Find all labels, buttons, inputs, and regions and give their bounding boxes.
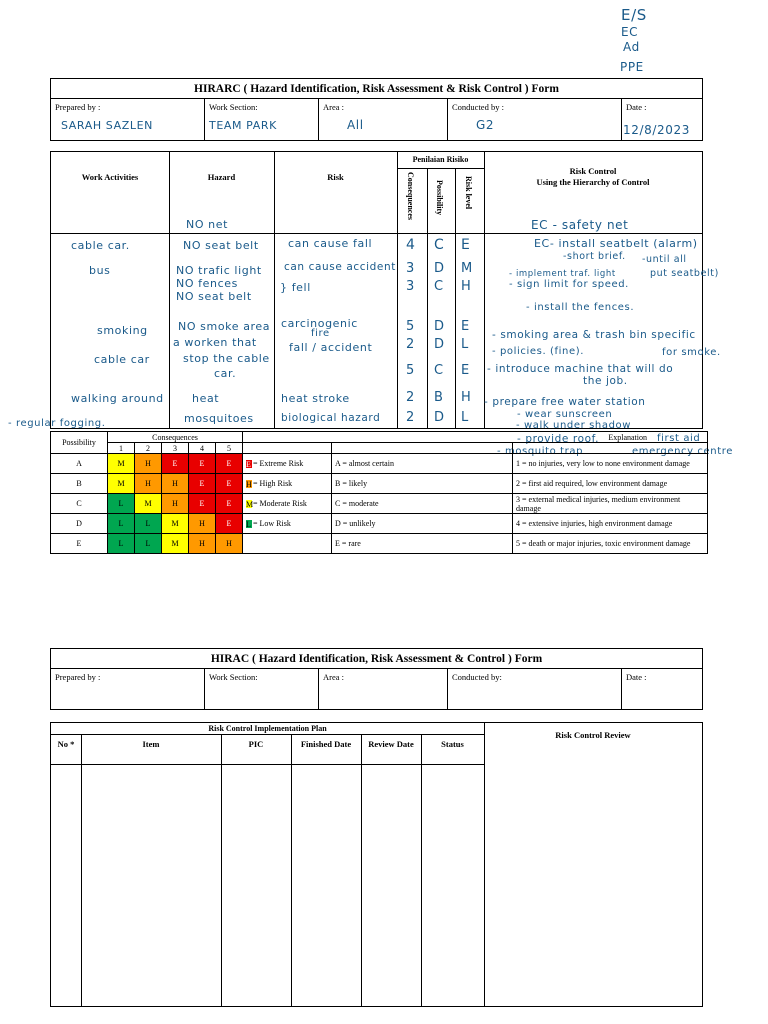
poss-b: B (51, 474, 108, 494)
cons-legend-2: 2 = first aid required, low environment damage (513, 474, 708, 494)
matrix-cell: L (108, 514, 135, 534)
col-risk-control-sub: Using the Hierarchy of Control (536, 177, 650, 187)
col-penilaian: Penilaian Risiko (412, 155, 469, 164)
matrix-cell: E (216, 514, 243, 534)
legend-extreme (243, 454, 332, 474)
matrix-cell: E (189, 474, 216, 494)
hw-level-1: E (461, 237, 471, 253)
col-review-date: Review Date (368, 739, 414, 749)
hw-level-5: L (461, 337, 469, 352)
poss-d: D (51, 514, 108, 534)
cons-legend-5: 5 = death or major injuries, toxic environment damage (513, 534, 708, 554)
legend-low (243, 514, 332, 534)
cons-legend-4: 4 = extensive injuries, high environment damage (513, 514, 708, 534)
matrix-cell: E (216, 494, 243, 514)
form2-header (50, 648, 703, 710)
hw-cons-3: 3 (406, 279, 415, 294)
hw-risk-6: heat stroke (281, 392, 350, 405)
form2-area-label: Area : (323, 672, 345, 682)
hw-level-7: H (461, 390, 472, 405)
hw-control-11: - provide roof. (517, 433, 600, 445)
form2-date-label: Date : (626, 672, 647, 682)
hw-control-5: - smoking area & trash bin specific (492, 329, 696, 341)
hw-control-4: - install the fences. (526, 302, 635, 313)
risk-matrix (50, 431, 708, 554)
hw-control-5b: for smoke. (662, 347, 721, 358)
hw-poss-3: C (434, 279, 444, 294)
hw-hazard-2a: NO trafic light (176, 264, 262, 277)
matrix-cell: L (135, 534, 162, 554)
cons-legend-1: 1 = no injuries, very low to none environment damage (513, 454, 708, 474)
poss-legend-b: B = likely (332, 474, 513, 494)
hw-control-10: - walk under shadow (516, 420, 632, 431)
cons-legend-3: 3 = external medical injuries, medium environment damage (513, 494, 708, 514)
corner-note-es: E/S (621, 6, 647, 24)
hw-hazard-5: heat (192, 392, 220, 405)
hw-risk-5: fall / accident (289, 341, 373, 354)
form2-plan-table (50, 722, 703, 1007)
col-possibility: Possibility (435, 180, 444, 216)
legend-moderate-label: = Moderate Risk (253, 498, 307, 508)
poss-e: E (51, 534, 108, 554)
prepared-by-value: SARAH SAZLEN (61, 119, 153, 132)
col-risk-control: Risk Control (569, 166, 617, 176)
matrix-cell: E (216, 474, 243, 494)
matrix-cell: M (108, 474, 135, 494)
legend-empty (243, 534, 332, 554)
hw-hazard-4c: car. (214, 367, 237, 380)
matrix-consequences-header: Consequences (108, 432, 243, 443)
conducted-by-label: Conducted by : (452, 102, 504, 112)
cons-num-1: 1 (108, 443, 135, 454)
hw-hazard-3: NO smoke area (178, 320, 271, 333)
matrix-cell: M (108, 454, 135, 474)
col-finished-date: Finished Date (300, 739, 352, 749)
matrix-cell: M (162, 514, 189, 534)
hw-poss-4: D (434, 319, 445, 334)
hw-hazard-2c: NO seat belt (176, 290, 252, 303)
matrix-cell: H (189, 514, 216, 534)
area-value: All (347, 118, 364, 132)
hw-level-3: H (461, 279, 472, 294)
form2-prepared-by-label: Prepared by : (55, 672, 101, 682)
col-consequences: Consequences (406, 172, 415, 221)
legend-low-label: = Low Risk (253, 518, 291, 528)
area-label: Area : (323, 102, 345, 112)
matrix-cell: L (135, 514, 162, 534)
poss-legend-c: C = moderate (332, 494, 513, 514)
hw-top-hazard: NO net (186, 218, 229, 231)
matrix-cell: H (162, 474, 189, 494)
poss-a: A (51, 454, 108, 474)
hw-cons-7: 2 (406, 390, 415, 405)
form2-conducted-by-label: Conducted by: (452, 672, 502, 682)
cons-num-3: 3 (162, 443, 189, 454)
prepared-by-label: Prepared by : (55, 102, 101, 112)
corner-note-ad: Ad (623, 40, 640, 54)
hw-risk-7: biological hazard (281, 412, 381, 424)
col-pic: PIC (248, 739, 264, 749)
matrix-explanation-header: Explanation (243, 432, 708, 443)
moderate-swatch: M (246, 500, 254, 510)
hw-cons-6: 5 (406, 363, 415, 378)
poss-legend-a: A = almost certain (332, 454, 513, 474)
hw-poss-7: B (434, 390, 444, 405)
hw-control-1: EC- install seatbelt (alarm) (534, 237, 698, 250)
conducted-by-value: G2 (476, 118, 495, 132)
cons-num-2: 2 (135, 443, 162, 454)
hw-activity-1: cable car. (71, 239, 130, 252)
hw-cons-1: 4 (406, 237, 416, 253)
hw-control-9: - wear sunscreen (517, 409, 613, 420)
matrix-cell: H (135, 454, 162, 474)
hw-cons-5: 2 (406, 337, 415, 352)
hw-control-11b: first aid (657, 433, 701, 444)
work-section-value: TEAM PARK (209, 119, 277, 132)
hw-control-12: - mosquito trap (497, 446, 584, 457)
form1-risk-table (50, 151, 721, 429)
col-hazard: Hazard (207, 172, 236, 182)
col-risk: Risk (327, 172, 344, 182)
hw-level-6: E (461, 363, 470, 378)
hw-control-12b: emergency centre (632, 446, 733, 457)
hw-risk-1: can cause fall (288, 237, 373, 250)
hw-poss-5: D (434, 337, 445, 352)
hw-level-2: M (461, 261, 473, 276)
hw-cons-8: 2 (406, 410, 415, 425)
form1-title: HIRARC ( Hazard Identification, Risk Assessment & Risk Control ) Form (194, 83, 559, 95)
matrix-cell: M (135, 494, 162, 514)
hw-control-2: - implement traf. light (509, 269, 616, 279)
hw-hazard-4b: stop the cable (183, 352, 270, 365)
col-no: No * (57, 739, 75, 749)
matrix-cell: E (189, 494, 216, 514)
hw-cons-2: 3 (406, 261, 415, 276)
hw-activity-3: smoking (97, 324, 148, 337)
hw-hazard-2b: NO fences (176, 277, 238, 290)
legend-moderate (243, 494, 332, 514)
hw-activity-4: cable car (94, 353, 150, 366)
hw-poss-8: D (434, 410, 445, 425)
hw-risk-4b: fire (311, 328, 330, 339)
col-status: Status (441, 739, 464, 749)
hw-risk-3: } fell (280, 281, 311, 294)
hw-risk-2: can cause accident (284, 261, 396, 273)
date-label: Date : (626, 102, 647, 112)
hw-poss-1: C (434, 237, 445, 253)
matrix-cell: L (108, 494, 135, 514)
corner-note-ppe: PPE (620, 60, 644, 74)
hw-level-4: E (461, 319, 470, 334)
hw-risk-4a: carcinogenic (281, 317, 358, 330)
hw-level-8: L (461, 410, 469, 425)
hw-hazard-6: mosquitoes (184, 412, 254, 425)
matrix-possibility-header: Possibility (51, 432, 108, 454)
poss-c: C (51, 494, 108, 514)
form2-work-section-label: Work Section: (209, 672, 258, 682)
work-section-label: Work Section: (209, 102, 258, 112)
date-value: 12/8/2023 (623, 123, 690, 137)
hw-poss-6: C (434, 363, 444, 378)
hw-activity-2: bus (89, 264, 111, 277)
hw-hazard-1: NO seat belt (183, 239, 259, 252)
hw-cons-4: 5 (406, 319, 415, 334)
cons-num-4: 4 (189, 443, 216, 454)
hw-control-1d: put seatbelt) (650, 268, 719, 279)
hw-control-7: - introduce machine that will do (487, 363, 674, 375)
hw-control-3: - sign limit for speed. (509, 279, 629, 290)
hw-control-8: - prepare free water station (484, 396, 646, 408)
hw-control-7b: the job. (583, 375, 628, 387)
matrix-cell: H (162, 494, 189, 514)
matrix-cell: M (162, 534, 189, 554)
cons-num-5: 5 (216, 443, 243, 454)
col-work-activities: Work Activities (81, 172, 139, 182)
matrix-cell: L (108, 534, 135, 554)
hw-top-control: EC - safety net (531, 218, 629, 232)
legend-extreme-label: = Extreme Risk (253, 458, 304, 468)
col-item: Item (142, 739, 160, 749)
low-swatch: L (246, 520, 251, 530)
matrix-cell: E (162, 454, 189, 474)
legend-high-label: = High Risk (253, 478, 293, 488)
matrix-cell: H (216, 534, 243, 554)
matrix-cell: H (189, 534, 216, 554)
hw-poss-2: D (434, 261, 445, 276)
matrix-cell: H (135, 474, 162, 494)
matrix-cell: E (216, 454, 243, 474)
high-swatch: H (246, 480, 252, 490)
hw-control-6: - policies. (fine). (492, 346, 584, 357)
hw-hazard-4a: a worken that (173, 336, 257, 349)
legend-high (243, 474, 332, 494)
poss-legend-e: E = rare (332, 534, 513, 554)
hw-left-note: - regular fogging. (8, 418, 106, 429)
form2-title: HIRAC ( Hazard Identification, Risk Assessment & Control ) Form (210, 653, 543, 665)
hw-control-1b: -short brief. (563, 251, 626, 262)
extreme-swatch: E (246, 460, 251, 470)
col-risk-level: Risk level (464, 176, 473, 210)
hw-control-1c: -until all (642, 254, 687, 265)
form1-header (50, 78, 703, 141)
matrix-cell: E (189, 454, 216, 474)
hw-activity-5: walking around (71, 392, 164, 405)
review-title: Risk Control Review (555, 730, 631, 740)
poss-legend-d: D = unlikely (332, 514, 513, 534)
plan-title: Risk Control Implementation Plan (208, 724, 327, 733)
corner-note-ec: EC (621, 25, 639, 39)
